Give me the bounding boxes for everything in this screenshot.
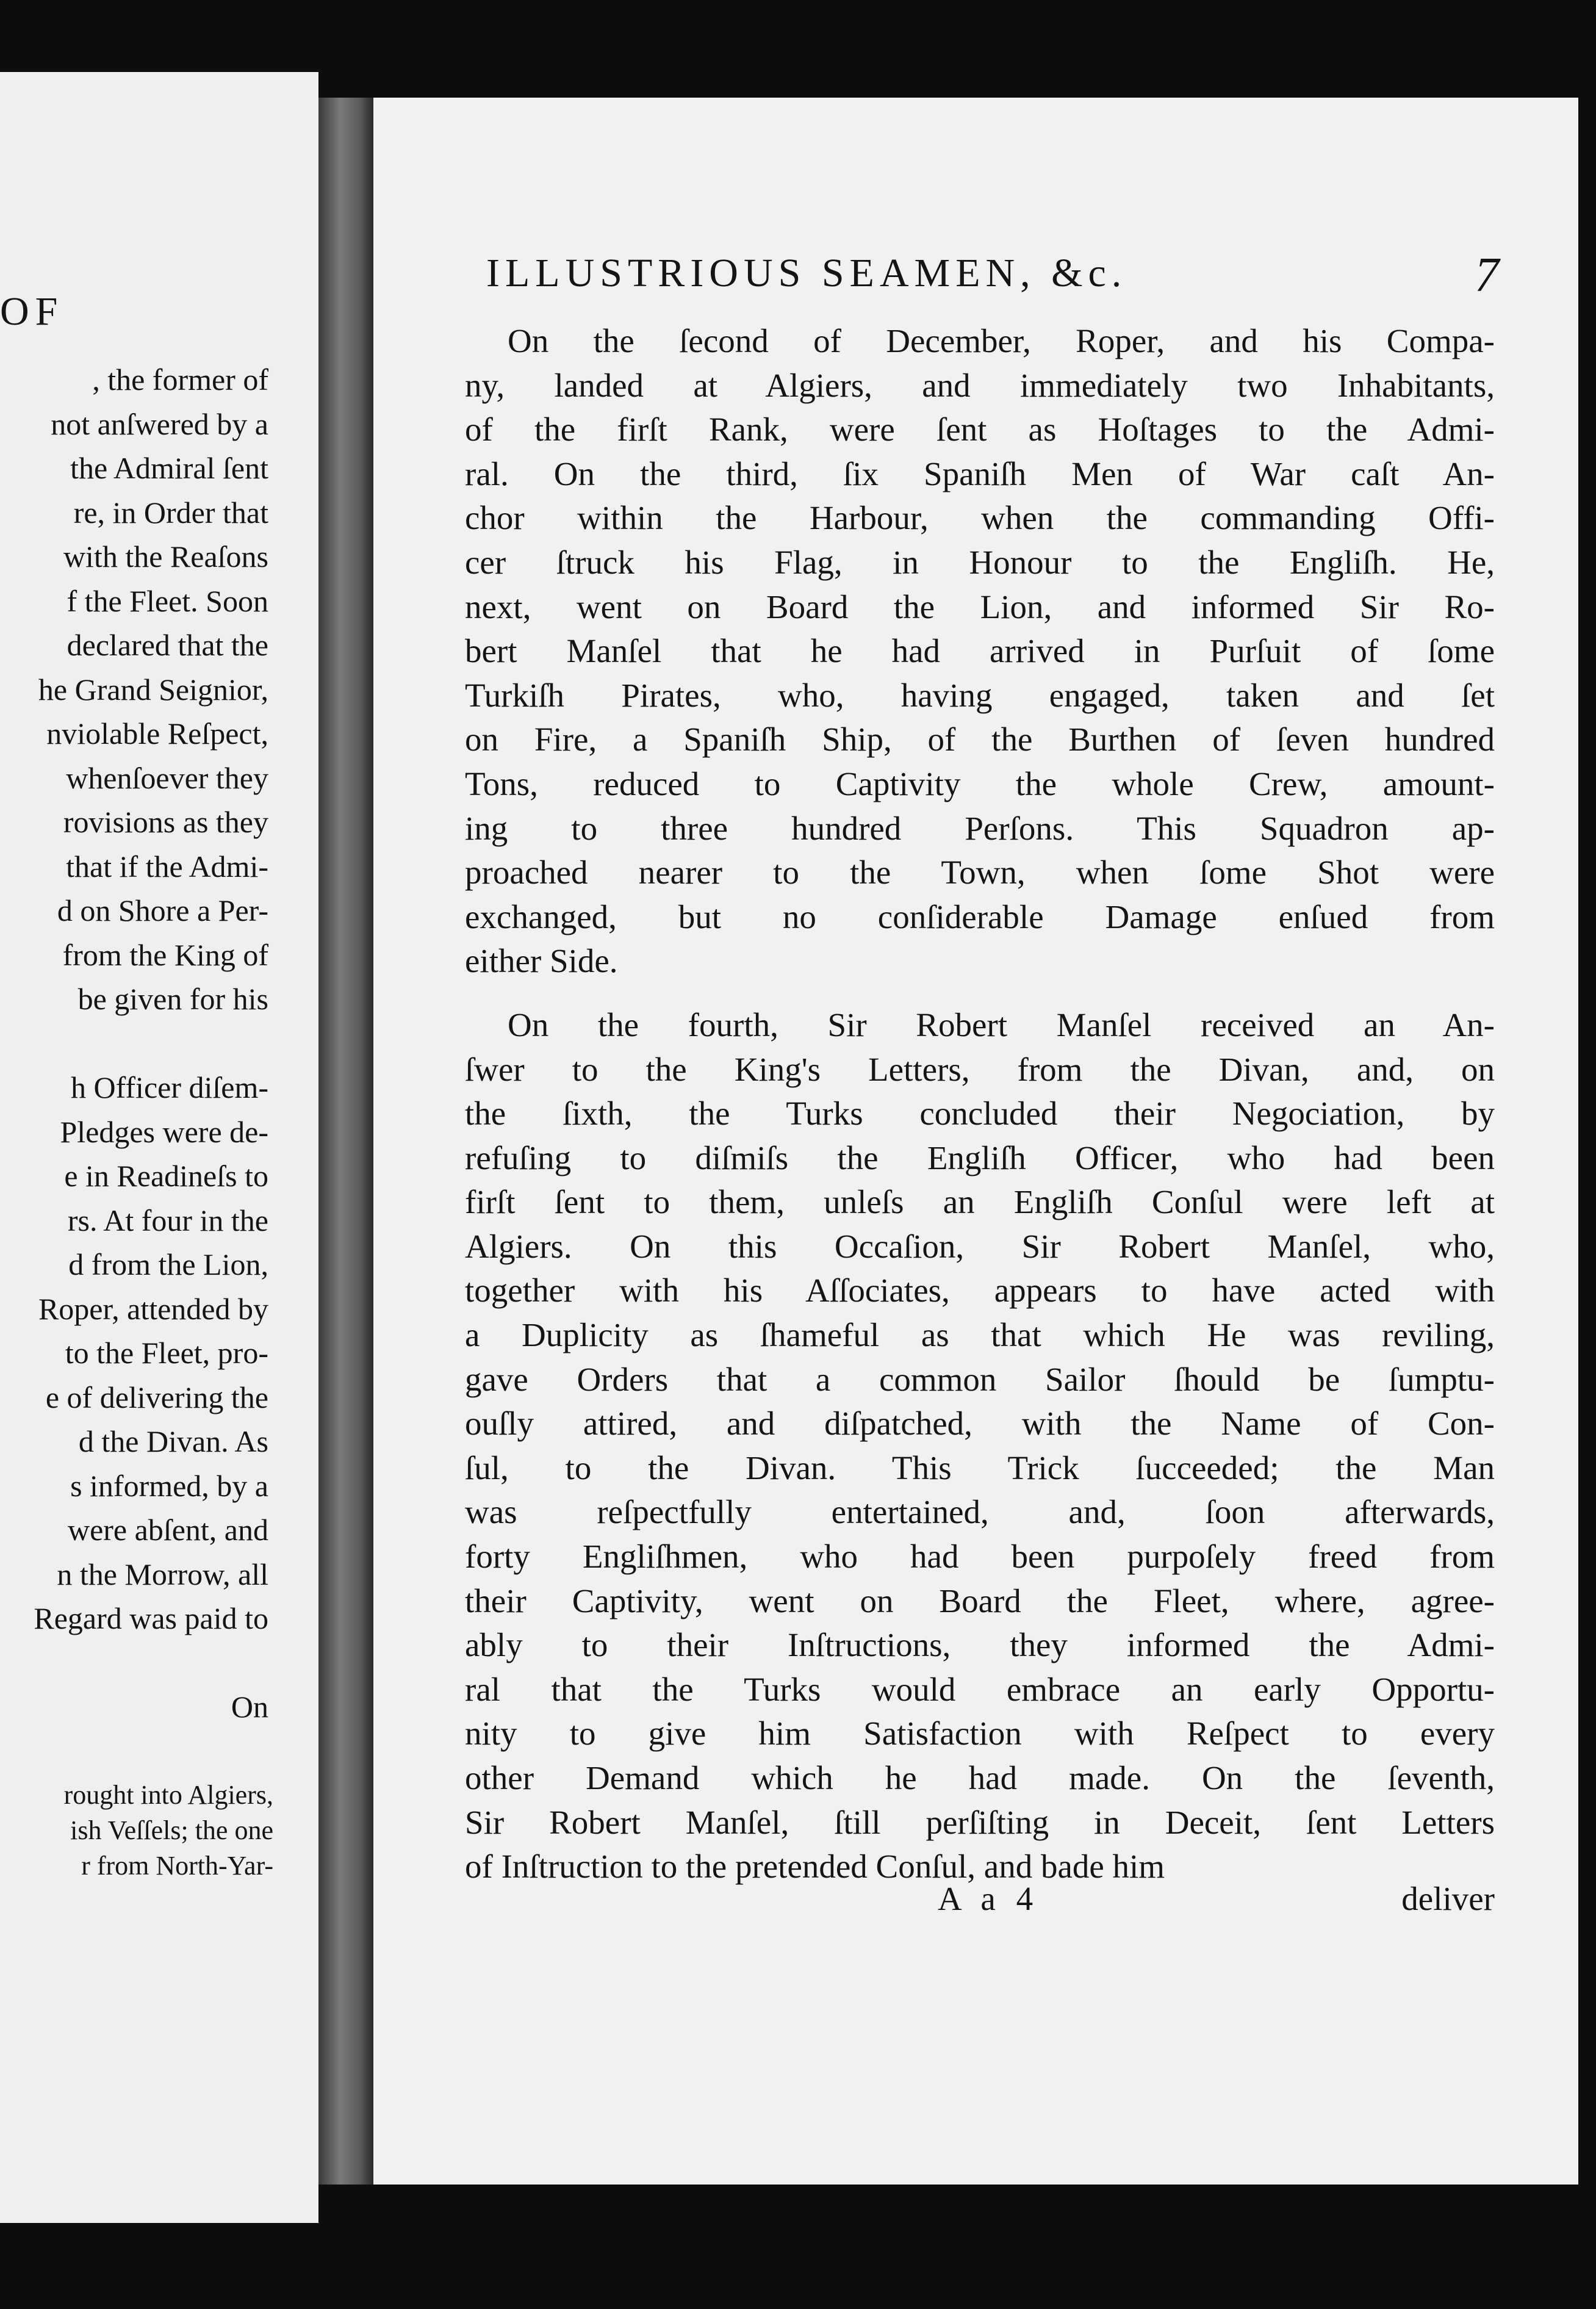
- body-text: [465, 319, 1495, 1889]
- text-line: other Demand which he had made. On the ſeventh,: [465, 1759, 1495, 1796]
- left-page-line: to the Fleet, pro-: [65, 1336, 268, 1370]
- text-line: proached nearer to the Town, when ſome Shot were: [465, 854, 1495, 892]
- text-line: nity to give him Satisfaction with Reſpect to every: [465, 1715, 1495, 1752]
- left-page-line: [0, 1641, 268, 1685]
- text-line: the ſixth, the Turks concluded their Negociation, by: [465, 1095, 1495, 1133]
- text-line: forty Engliſhmen, who had been purpoſely freed from: [465, 1538, 1495, 1576]
- left-page-line: Roper, attended by: [38, 1291, 268, 1326]
- left-footnote-line: rought into Algiers,: [63, 1780, 273, 1810]
- left-page-line: On: [231, 1690, 268, 1724]
- signature-mark: A a 4: [938, 1880, 1040, 1917]
- catchword: deliver: [1401, 1880, 1495, 1917]
- left-page-line: nviolable Reſpect,: [46, 716, 268, 751]
- text-line: a Duplicity as ſhameful as that which He was reviling,: [465, 1316, 1495, 1354]
- text-line: of the firſt Rank, were ſent as Hoſtages to the Admi-: [465, 411, 1495, 448]
- text-line: ſul, to the Divan. This Trick ſucceeded; the Man: [465, 1449, 1495, 1486]
- text-line: Sir Robert Manſel, ſtill perſiſting in Deceit, ſent Letters: [465, 1803, 1495, 1841]
- left-footnote-line: ish Veſſels; the one: [70, 1815, 273, 1845]
- left-footnote-line: r from North-Yar-: [81, 1851, 273, 1881]
- text-line: exchanged, but no conſiderable Damage enſued from: [465, 898, 1495, 935]
- book-gutter: [318, 98, 373, 2185]
- left-page-line: h Officer diſem-: [71, 1070, 268, 1104]
- left-page-line: e of delivering the: [45, 1380, 268, 1414]
- left-page-line: Pledges were de-: [60, 1114, 268, 1149]
- running-head-title: ILLUSTRIOUS SEAMEN, &c.: [486, 251, 1127, 295]
- text-line: Algiers. On this Occaſion, Sir Robert Manſel, who,: [465, 1227, 1495, 1265]
- left-page-line: be given for his: [77, 982, 268, 1016]
- text-line: ral. On the third, ſix Spaniſh Men of War caſt An-: [465, 455, 1495, 492]
- left-page-line: d on Shore a Per-: [57, 893, 268, 928]
- left-page-line: the Admiral ſent: [70, 451, 268, 485]
- left-page-line: , the former of: [92, 362, 268, 397]
- left-page-line: Regard was paid to: [34, 1601, 268, 1635]
- left-page-line: f the Fleet. Soon: [66, 583, 268, 618]
- paragraph: [465, 1003, 1495, 1889]
- left-page: [0, 72, 318, 2223]
- left-page-line: n the Morrow, all: [57, 1557, 268, 1591]
- text-line: ral that the Turks would embrace an early Opportu-: [465, 1670, 1495, 1708]
- left-page-line: not anſwered by a: [51, 406, 268, 441]
- text-line: On the ſecond of December, Roper, and his Compa-: [508, 322, 1495, 359]
- left-page-line: with the Reaſons: [63, 539, 268, 574]
- left-page-line: declared that the: [66, 628, 268, 662]
- text-line: bert Manſel that he had arrived in Purſuit of ſome: [465, 632, 1495, 670]
- text-line: their Captivity, went on Board the Fleet, where, agree-: [465, 1582, 1495, 1619]
- left-page-line: d from the Lion,: [68, 1247, 268, 1281]
- left-heading-fragment: OF: [0, 289, 64, 334]
- text-line: gave Orders that a common Sailor ſhould be ſumptu-: [465, 1360, 1495, 1398]
- text-line: firſt ſent to them, unleſs an Engliſh Conſul were left at: [465, 1183, 1495, 1221]
- text-line: On the fourth, Sir Robert Manſel received an An-: [508, 1006, 1495, 1043]
- left-page-line: were abſent, and: [67, 1513, 268, 1547]
- paragraph: [465, 319, 1495, 984]
- text-line: ſwer to the King's Letters, from the Divan, and, on: [465, 1050, 1495, 1088]
- running-head: [486, 248, 1499, 302]
- left-page-line: s informed, by a: [70, 1468, 268, 1503]
- right-page: [373, 98, 1578, 2185]
- left-page-line: rs. At four in the: [67, 1203, 268, 1237]
- text-line: on Fire, a Spaniſh Ship, of the Burthen of ſeven hundred: [465, 721, 1495, 758]
- left-page-line: from the King of: [62, 937, 268, 972]
- left-page-line: rovisions as they: [63, 805, 268, 839]
- text-line: was reſpectfully entertained, and, ſoon afterwards,: [465, 1493, 1495, 1531]
- left-page-line: whenſoever they: [66, 760, 268, 795]
- text-line: of Inſtruction to the pretended Conſul, and bade him: [465, 1848, 1165, 1886]
- page-number: 7: [1475, 248, 1499, 302]
- left-page-line: that if the Admi-: [66, 849, 268, 884]
- text-line: refuſing to diſmiſs the Engliſh Officer, who had been: [465, 1139, 1495, 1176]
- text-line: Turkiſh Pirates, who, having engaged, taken and ſet: [465, 676, 1495, 714]
- text-line: either Side.: [465, 942, 618, 980]
- left-page-line: d the Divan. As: [78, 1424, 268, 1458]
- text-line: chor within the Harbour, when the commanding Offi-: [465, 499, 1495, 537]
- text-line: ouſly attired, and diſpatched, with the Name of Con-: [465, 1405, 1495, 1443]
- text-line: ably to their Inſtructions, they informed the Admi-: [465, 1626, 1495, 1664]
- left-page-line: [0, 1021, 268, 1066]
- text-line: together with his Aſſociates, appears to have acted with: [465, 1272, 1495, 1309]
- left-page-line: re, in Order that: [73, 495, 268, 530]
- text-line: next, went on Board the Lion, and informed Sir Ro-: [465, 588, 1495, 625]
- text-line: ing to three hundred Perſons. This Squadron ap-: [465, 809, 1495, 847]
- text-line: Tons, reduced to Captivity the whole Crew, amount-: [465, 765, 1495, 802]
- left-page-line: e in Readineſs to: [64, 1159, 268, 1193]
- left-page-footnote: [0, 1778, 273, 1884]
- text-line: cer ſtruck his Flag, in Honour to the Engliſh. He,: [465, 543, 1495, 581]
- left-page-line: he Grand Seignior,: [38, 672, 268, 707]
- left-page-text: [0, 358, 268, 1729]
- text-line: ny, landed at Algiers, and immediately two Inhabitants,: [465, 366, 1495, 404]
- paragraph-gap: [465, 984, 1495, 1003]
- page-footer: [465, 1879, 1495, 1923]
